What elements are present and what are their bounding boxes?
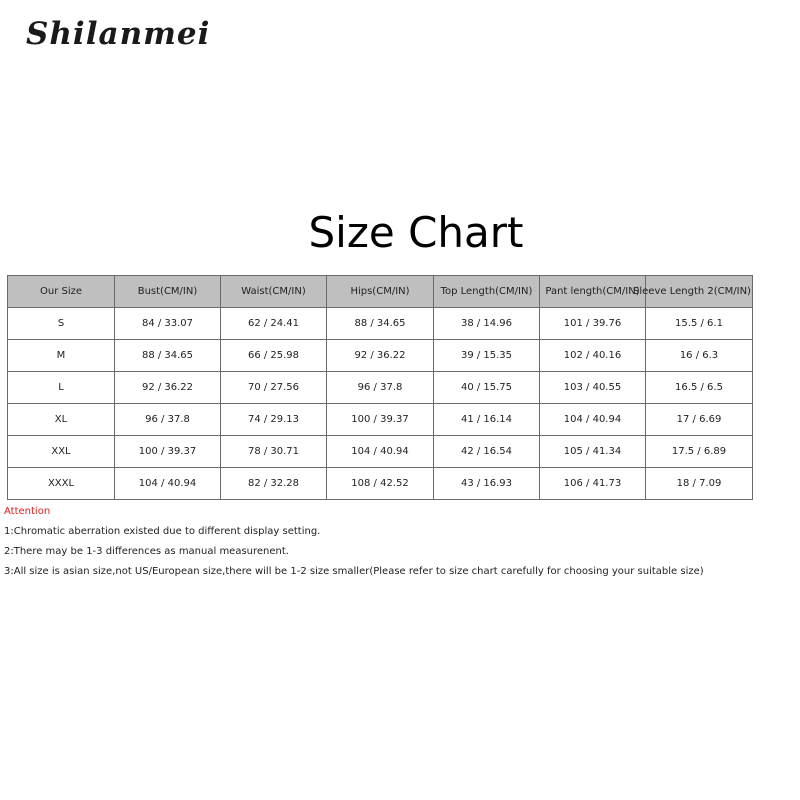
- table-row: [8, 308, 753, 340]
- cell-waist: 62 / 24.41: [221, 308, 327, 340]
- brand-logo: Shilanmei: [26, 16, 211, 52]
- cell-hips: 96 / 37.8: [327, 372, 434, 404]
- cell-hips: 100 / 39.37: [327, 404, 434, 436]
- cell-waist: 74 / 29.13: [221, 404, 327, 436]
- cell-top-length: 43 / 16.93: [434, 468, 540, 500]
- page-title: Size Chart: [308, 208, 524, 257]
- cell-waist: 78 / 30.71: [221, 436, 327, 468]
- note-line-3: 3:All size is asian size,not US/European size,there will be 1-2 size smaller(Please refer to size chart carefully for choosing your suitable size): [4, 566, 704, 577]
- table-row: [8, 468, 753, 500]
- cell-sleeve-length: 15.5 / 6.1: [646, 308, 753, 340]
- cell-sleeve-length: 17.5 / 6.89: [646, 436, 753, 468]
- cell-hips: 88 / 34.65: [327, 308, 434, 340]
- cell-waist: 70 / 27.56: [221, 372, 327, 404]
- table-row: [8, 372, 753, 404]
- header-bust: Bust(CM/IN): [115, 276, 221, 308]
- cell-bust: 92 / 36.22: [115, 372, 221, 404]
- cell-size: L: [8, 372, 115, 404]
- table-header-row: [8, 276, 753, 308]
- cell-bust: 104 / 40.94: [115, 468, 221, 500]
- cell-pant-length: 101 / 39.76: [540, 308, 646, 340]
- size-table: [7, 275, 753, 500]
- header-pant-length: Pant length(CM/IN): [540, 276, 646, 308]
- cell-pant-length: 105 / 41.34: [540, 436, 646, 468]
- cell-sleeve-length: 17 / 6.69: [646, 404, 753, 436]
- note-line-1: 1:Chromatic aberration existed due to different display setting.: [4, 526, 321, 537]
- note-line-2: 2:There may be 1-3 differences as manual measurenent.: [4, 546, 289, 557]
- cell-pant-length: 102 / 40.16: [540, 340, 646, 372]
- cell-waist: 66 / 25.98: [221, 340, 327, 372]
- cell-size: XXXL: [8, 468, 115, 500]
- cell-size: S: [8, 308, 115, 340]
- table-row: [8, 404, 753, 436]
- cell-bust: 96 / 37.8: [115, 404, 221, 436]
- header-waist: Waist(CM/IN): [221, 276, 327, 308]
- table-row: [8, 340, 753, 372]
- cell-size: XXL: [8, 436, 115, 468]
- header-sleeve-length: [633, 276, 753, 308]
- cell-waist: 82 / 32.28: [221, 468, 327, 500]
- cell-pant-length: 106 / 41.73: [540, 468, 646, 500]
- cell-sleeve-length: 16 / 6.3: [646, 340, 753, 372]
- cell-bust: 88 / 34.65: [115, 340, 221, 372]
- cell-pant-length: 104 / 40.94: [540, 404, 646, 436]
- cell-top-length: 41 / 16.14: [434, 404, 540, 436]
- cell-top-length: 40 / 15.75: [434, 372, 540, 404]
- notes-section: [4, 506, 704, 586]
- cell-size: M: [8, 340, 115, 372]
- attention-heading: Attention: [4, 506, 51, 517]
- header-sleeve-length-label: Sleeve Length 2(CM/IN): [633, 286, 751, 297]
- cell-hips: 92 / 36.22: [327, 340, 434, 372]
- cell-pant-length: 103 / 40.55: [540, 372, 646, 404]
- header-top-length: Top Length(CM/IN): [434, 276, 540, 308]
- header-hips: Hips(CM/IN): [327, 276, 434, 308]
- cell-hips: 104 / 40.94: [327, 436, 434, 468]
- cell-size: XL: [8, 404, 115, 436]
- cell-top-length: 42 / 16.54: [434, 436, 540, 468]
- cell-sleeve-length: 18 / 7.09: [646, 468, 753, 500]
- cell-top-length: 39 / 15.35: [434, 340, 540, 372]
- cell-top-length: 38 / 14.96: [434, 308, 540, 340]
- table-row: [8, 436, 753, 468]
- cell-bust: 84 / 33.07: [115, 308, 221, 340]
- cell-hips: 108 / 42.52: [327, 468, 434, 500]
- header-our-size: Our Size: [8, 276, 115, 308]
- cell-bust: 100 / 39.37: [115, 436, 221, 468]
- cell-sleeve-length: 16.5 / 6.5: [646, 372, 753, 404]
